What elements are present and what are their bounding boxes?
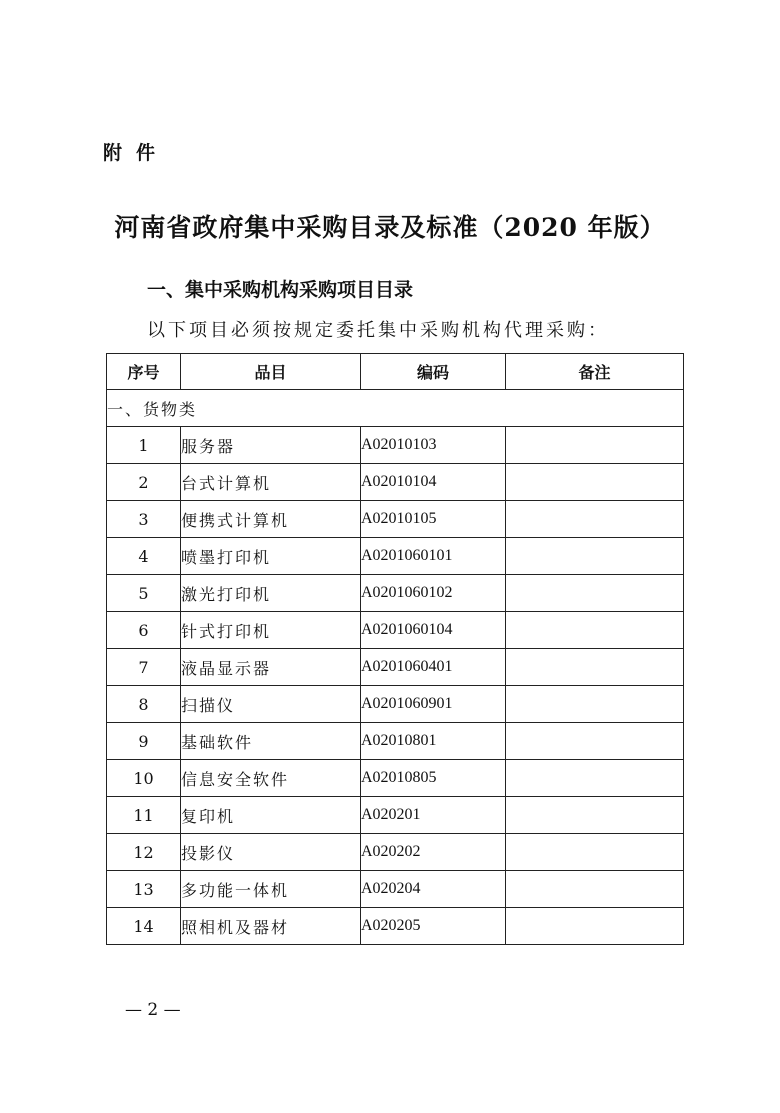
row-note [506, 538, 684, 575]
row-number: 8 [107, 686, 181, 723]
row-number: 3 [107, 501, 181, 538]
row-item: 液晶显示器 [181, 649, 361, 686]
row-note [506, 501, 684, 538]
table-row [107, 427, 684, 464]
table-row [107, 908, 684, 945]
row-code: A020202 [361, 834, 506, 871]
table-row [107, 834, 684, 871]
row-note [506, 723, 684, 760]
row-code: A02010805 [361, 760, 506, 797]
row-number: 13 [107, 871, 181, 908]
row-number: 9 [107, 723, 181, 760]
row-note [506, 797, 684, 834]
row-item: 台式计算机 [181, 464, 361, 501]
row-note [506, 612, 684, 649]
row-code: A020205 [361, 908, 506, 945]
table-row [107, 649, 684, 686]
row-number: 12 [107, 834, 181, 871]
table-row [107, 575, 684, 612]
row-number: 2 [107, 464, 181, 501]
row-item: 喷墨打印机 [181, 538, 361, 575]
table-row [107, 612, 684, 649]
header-item: 品目 [181, 354, 361, 390]
row-note [506, 760, 684, 797]
row-number: 7 [107, 649, 181, 686]
table-header-row [107, 354, 684, 390]
header-note: 备注 [506, 354, 684, 390]
document-title: 河南省政府集中采购目录及标准（2020 年版） [114, 213, 666, 242]
page-number: — 2 — [125, 1000, 181, 1020]
row-code: A0201060901 [361, 686, 506, 723]
table-row [107, 501, 684, 538]
table-row [107, 871, 684, 908]
table-row [107, 464, 684, 501]
row-item: 针式打印机 [181, 612, 361, 649]
table-row [107, 686, 684, 723]
row-note [506, 649, 684, 686]
group-row [107, 390, 684, 427]
table-row [107, 723, 684, 760]
header-no: 序号 [107, 354, 181, 390]
row-item: 多功能一体机 [181, 871, 361, 908]
row-code: A02010103 [361, 427, 506, 464]
row-item: 服务器 [181, 427, 361, 464]
row-item: 复印机 [181, 797, 361, 834]
row-number: 11 [107, 797, 181, 834]
section-heading: 一、集中采购机构采购项目目录 [147, 279, 414, 301]
attachment-label: 附件 [103, 142, 170, 164]
row-item: 信息安全软件 [181, 760, 361, 797]
row-code: A020204 [361, 871, 506, 908]
row-code: A02010104 [361, 464, 506, 501]
row-note [506, 871, 684, 908]
row-note [506, 908, 684, 945]
row-code: A02010801 [361, 723, 506, 760]
row-note [506, 427, 684, 464]
table-row [107, 538, 684, 575]
row-item: 照相机及器材 [181, 908, 361, 945]
table-row [107, 797, 684, 834]
row-number: 10 [107, 760, 181, 797]
group-label: 一、货物类 [107, 390, 684, 427]
row-number: 4 [107, 538, 181, 575]
table-row [107, 760, 684, 797]
row-code: A02010105 [361, 501, 506, 538]
row-number: 1 [107, 427, 181, 464]
row-number: 5 [107, 575, 181, 612]
row-item: 激光打印机 [181, 575, 361, 612]
row-note [506, 834, 684, 871]
row-item: 便携式计算机 [181, 501, 361, 538]
row-item: 投影仪 [181, 834, 361, 871]
row-code: A0201060401 [361, 649, 506, 686]
procurement-catalog-table [106, 353, 684, 945]
row-note [506, 464, 684, 501]
row-code: A0201060102 [361, 575, 506, 612]
row-number: 14 [107, 908, 181, 945]
intro-text: 以下项目必须按规定委托集中采购机构代理采购： [147, 320, 609, 341]
row-item: 扫描仪 [181, 686, 361, 723]
row-code: A0201060101 [361, 538, 506, 575]
row-note [506, 686, 684, 723]
row-code: A0201060104 [361, 612, 506, 649]
header-code: 编码 [361, 354, 506, 390]
row-note [506, 575, 684, 612]
row-number: 6 [107, 612, 181, 649]
row-code: A020201 [361, 797, 506, 834]
row-item: 基础软件 [181, 723, 361, 760]
